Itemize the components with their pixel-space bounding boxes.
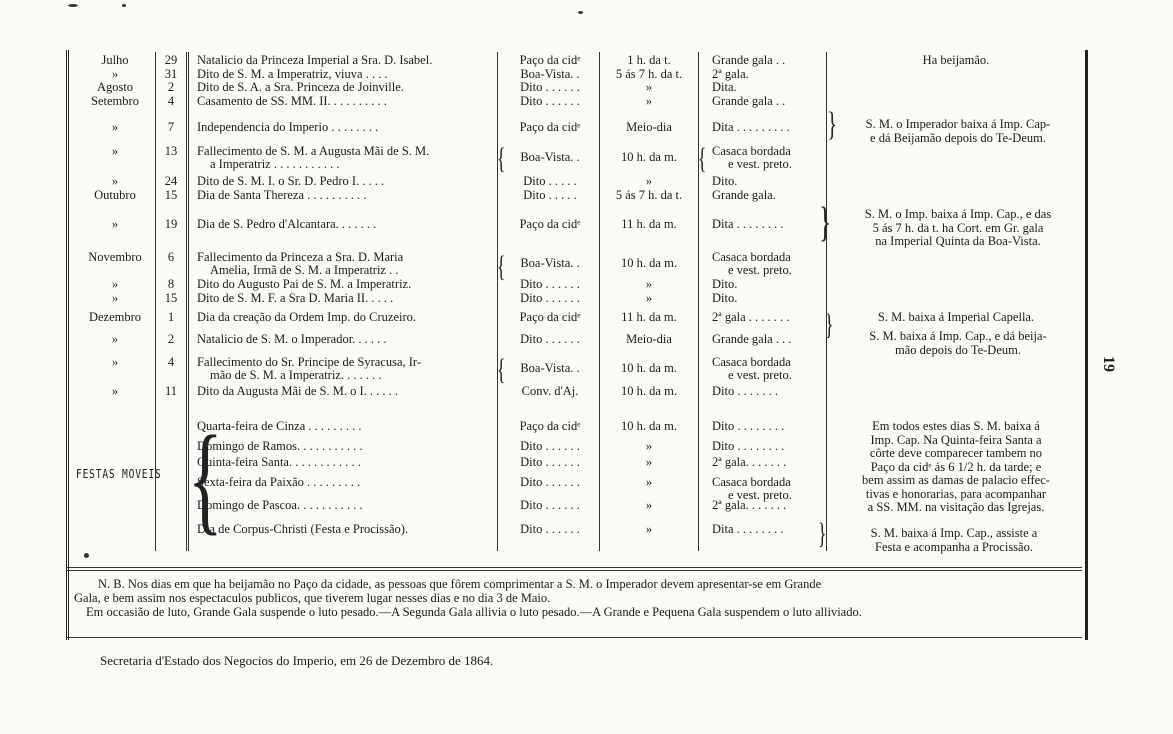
remark-line: Imp. Cap. Na Quinta-feira Santa a	[870, 432, 1042, 447]
dress-cell: Grande gala . .	[712, 94, 786, 108]
brace: {	[496, 353, 506, 386]
movable-feasts-label: FESTAS MOVEIS	[76, 467, 162, 481]
hour-cell: Meio-dia	[626, 332, 672, 346]
hour-cell: 10 h. da m.	[621, 419, 677, 433]
place-cell: Dito . . . . . .	[520, 439, 580, 453]
event-cell: Dito do Augusto Pai de S. M. a Imperatriz.	[197, 277, 412, 291]
dress-cell: Dita . . . . . . . .	[712, 217, 784, 231]
dress-cell: Dito.	[712, 277, 738, 291]
dress-cell: 2ª gala. . . . . . .	[712, 455, 787, 469]
month-cell: Outubro	[94, 188, 136, 202]
ink-speck	[68, 4, 78, 7]
nota-bene	[74, 577, 1074, 619]
remark-line: S. M. baixa á Imp. Cap., e dá beija-	[869, 329, 1047, 343]
ink-speck	[578, 11, 583, 14]
hour-cell: »	[645, 174, 653, 188]
ink-speck	[84, 553, 89, 558]
hour-cell: 10 h. da m.	[621, 361, 677, 375]
day-cell: 4	[167, 355, 175, 369]
remark-line: S. M. o Imperador baixa á Imp. Cap-	[865, 117, 1051, 131]
dress-cell: Grande gala . .	[712, 53, 786, 67]
ink-speck	[122, 4, 126, 7]
hour-cell: »	[645, 439, 653, 453]
day-cell: 7	[167, 120, 175, 134]
dress-cell: Casaca bordada	[712, 144, 791, 158]
place-cell: Dito . . . . . .	[520, 80, 580, 94]
brace: {	[496, 142, 506, 175]
dress-cell: Dito.	[712, 174, 738, 188]
event-cell-continued: a Imperatriz . . . . . . . . . . .	[210, 157, 340, 171]
month-cell: Agosto	[96, 80, 134, 94]
day-cell: 15	[164, 188, 178, 202]
month-cell: »	[111, 217, 119, 231]
place-cell: Dito . . . . . .	[520, 94, 580, 108]
day-cell: 2	[167, 80, 175, 94]
place-cell: Paço da cidᵉ	[519, 217, 581, 231]
event-cell: Dito de S. M. F. a Sra D. Maria II. . . . .	[197, 291, 394, 305]
hour-cell: 1 h. da t.	[627, 53, 671, 67]
day-cell: 11	[164, 384, 178, 398]
day-cell: 4	[167, 94, 175, 108]
month-cell: »	[111, 120, 119, 134]
remark-line: tivas e honorarias, para acompanhar	[865, 486, 1047, 501]
dress-cell-continued: e vest. preto.	[728, 263, 792, 277]
remark-line: na Imperial Quinta da Boa-Vista.	[875, 234, 1041, 248]
movable-event-cell: Quarta-feira de Cinza . . . . . . . . .	[197, 419, 362, 433]
dress-cell: Casaca bordada	[712, 355, 791, 369]
movable-event-cell: Quinta-feira Santa. . . . . . . . . . . .	[197, 455, 361, 469]
place-cell: Paço da cidᵉ	[519, 310, 581, 324]
brace: {	[496, 250, 506, 283]
day-cell: 1	[167, 310, 175, 324]
day-cell: 24	[164, 174, 178, 188]
nb-line: Em occasião de luto, Grande Gala suspende o luto pesado.—A Segunda Gala allivia o luto pesado.—A Grande e Pequena Gala suspendem o luto alliviado.	[86, 605, 862, 619]
place-cell: Paço da cidᵉ	[519, 120, 581, 134]
event-cell: Independencia do Imperio . . . . . . . .	[197, 120, 379, 134]
event-cell: Dia de Santa Thereza . . . . . . . . . .	[197, 188, 367, 202]
dress-cell: Dita . . . . . . . . .	[712, 120, 790, 134]
dress-cell: Dito.	[712, 291, 738, 305]
event-cell: Fallecimento da Princeza a Sra. D. Maria	[197, 250, 404, 264]
hour-cell: »	[645, 277, 653, 291]
event-cell-continued: Amelia, Irmã de S. M. a Imperatriz . .	[210, 263, 399, 277]
hour-cell: 5 ás 7 h. da t.	[615, 188, 683, 202]
remark-line: e dá Beijamão depois do Te-Deum.	[870, 130, 1046, 145]
place-cell: Boa-Vista. .	[520, 361, 580, 375]
day-cell: 15	[164, 291, 178, 305]
dress-cell: 2ª gala . . . . . . .	[712, 310, 790, 324]
event-cell: Dito da Augusta Mãi de S. M. o I. . . . . .	[197, 384, 399, 398]
dress-cell: Grande gala . . .	[712, 332, 792, 346]
event-cell: Casamento de SS. MM. II. . . . . . . . . .	[197, 94, 387, 108]
dress-cell: Dito . . . . . . . .	[712, 419, 785, 433]
movable-brace: {	[187, 411, 223, 546]
month-cell: »	[111, 384, 119, 398]
page-number: 19	[1100, 356, 1117, 372]
hour-cell: 10 h. da m.	[621, 256, 677, 270]
month-cell: »	[111, 174, 119, 188]
nb-line: Gala, e bem assim nos espectaculos publicos, que tiverem lugar nesses dias e no dia 3 de Maio.	[74, 591, 551, 605]
place-cell: Dito . . . . . .	[520, 498, 580, 512]
month-cell: »	[111, 332, 119, 346]
place-cell: Dito . . . . . .	[520, 277, 580, 291]
brace: }	[827, 106, 838, 143]
dress-cell: Dita . . . . . . . .	[712, 522, 784, 536]
event-cell: Dia da creação da Ordem Imp. do Cruzeiro.	[197, 310, 417, 324]
day-cell: 19	[164, 217, 178, 231]
place-cell: Dito . . . . . .	[520, 332, 580, 346]
event-cell: Dito de S. M. I. o Sr. D. Pedro I. . . . .	[197, 174, 385, 188]
hour-cell: »	[645, 498, 653, 512]
month-cell: »	[111, 144, 119, 158]
remark-line: Festa e acompanha a Procissão.	[875, 539, 1033, 554]
dress-cell: Casaca bordada	[712, 475, 791, 489]
footer-signature: Secretaria d'Estado dos Negocios do Imperio, em 26 de Dezembro de 1864.	[100, 653, 494, 668]
month-cell: Novembro	[88, 250, 142, 264]
dress-cell: Casaca bordada	[712, 250, 791, 264]
place-cell: Paço da cidᵉ	[519, 419, 581, 433]
remark-line: côrte deve comparecer tambem no	[869, 446, 1043, 460]
hour-cell: Meio-dia	[626, 120, 672, 134]
dress-cell-continued: e vest. preto.	[728, 368, 792, 382]
day-cell: 29	[164, 53, 178, 67]
hour-cell: »	[645, 522, 653, 536]
day-cell: 31	[164, 67, 178, 81]
brace: }	[824, 308, 834, 341]
month-cell: »	[111, 291, 119, 305]
note-cell: Ha beijamão.	[922, 53, 990, 67]
place-cell: Boa-Vista. .	[520, 150, 580, 164]
remark-line: Paço da cidᵉ ás 6 1/2 h. da tarde; e	[870, 459, 1042, 474]
month-cell: Dezembro	[88, 310, 142, 324]
day-cell: 8	[167, 277, 175, 291]
nb-line: N. B. Nos dias em que ha beijamão no Paço da cidade, as pessoas que fôrem comprimentar a S. M. o Imperador devem apresentar-se em Grande	[98, 577, 822, 591]
remark-line: Em todos estes dias S. M. baixa á	[872, 419, 1040, 433]
dress-cell: Dito . . . . . . . .	[712, 439, 785, 453]
hour-cell: »	[645, 94, 653, 108]
hour-cell: 11 h. da m.	[621, 217, 677, 231]
place-cell: Boa-Vista. .	[520, 67, 580, 81]
note-cell: S. M. baixa á Imperial Capella.	[877, 310, 1035, 324]
dress-cell: 2ª gala.	[712, 67, 749, 81]
brace: }	[817, 517, 827, 550]
remark-line: S. M. o Imp. baixa á Imp. Cap., e das	[864, 207, 1052, 221]
remark-line: S. M. baixa á Imp. Cap., assiste a	[870, 526, 1038, 540]
place-cell: Dito . . . . . .	[520, 455, 580, 469]
month-cell: Julho	[101, 53, 129, 67]
column-divider	[698, 52, 699, 551]
dress-cell: Dito . . . . . . .	[712, 384, 778, 398]
movable-event-cell: Sexta-feira da Paixão . . . . . . . . .	[197, 475, 361, 489]
day-cell: 2	[167, 332, 175, 346]
hour-cell: »	[645, 475, 653, 489]
hour-cell: »	[645, 291, 653, 305]
remark-line: mão depois do Te-Deum.	[895, 342, 1021, 357]
dress-cell: Grande gala.	[712, 188, 776, 202]
place-cell: Dito . . . . . .	[520, 291, 580, 305]
remark-line: bem assim as damas de palacio effec-	[862, 473, 1050, 487]
brace: {	[697, 142, 707, 175]
day-cell: 13	[164, 144, 178, 158]
hour-cell: »	[645, 455, 653, 469]
hour-cell: 10 h. da m.	[621, 150, 677, 164]
brace: }	[819, 200, 832, 246]
event-cell: Natalicio de S. M. o Imperador. . . . . .	[197, 332, 387, 346]
dress-cell-continued: e vest. preto.	[728, 157, 792, 171]
remark-line: 5 ás 7 h. da t. ha Cort. em Gr. gala	[872, 220, 1044, 235]
event-cell: Natalicio da Princeza Imperial a Sra. D. Isabel.	[197, 53, 433, 67]
place-cell: Conv. d'Aj.	[521, 384, 579, 398]
place-cell: Dito . . . . . .	[520, 522, 580, 536]
month-cell: »	[111, 355, 119, 369]
hour-cell: 10 h. da m.	[621, 384, 677, 398]
event-cell: Fallecimento de S. M. a Augusta Mãi de S. M.	[197, 144, 430, 158]
event-cell-continued: mão de S. M. a Imperatriz. . . . . . .	[210, 368, 382, 382]
month-cell: Setembro	[91, 94, 139, 108]
dress-cell-continued: e vest. preto.	[728, 488, 792, 502]
table-bottom-rule	[66, 567, 1082, 571]
month-cell: »	[111, 67, 119, 81]
event-cell: Fallecimento do Sr. Principe de Syracusa, Ir-	[197, 355, 421, 369]
remark-line: a SS. MM. na visitação das Igrejas.	[867, 500, 1045, 514]
place-cell: Paço da cidᵉ	[519, 53, 581, 67]
dress-cell: 2ª gala. . . . . . .	[712, 498, 787, 512]
day-cell: 6	[167, 250, 175, 264]
place-cell: Dito . . . . . .	[520, 475, 580, 489]
nb-bottom-rule	[66, 637, 1082, 638]
hour-cell: »	[645, 80, 653, 94]
place-cell: Dito . . . . .	[523, 188, 577, 202]
movable-event-cell: Dia de Corpus-Christi (Festa e Procissão).	[197, 522, 409, 536]
hour-cell: 11 h. da m.	[621, 310, 677, 324]
event-cell: Dito de S. A. a Sra. Princeza de Joinville.	[197, 80, 404, 94]
place-cell: Boa-Vista. .	[520, 256, 580, 270]
place-cell: Dito . . . . .	[523, 174, 577, 188]
event-cell: Dia de S. Pedro d'Alcantara. . . . . . .	[197, 217, 377, 231]
column-divider	[497, 52, 498, 551]
event-cell: Dito de S. M. a Imperatriz, viuva . . . .	[197, 67, 388, 81]
hour-cell: 5 ás 7 h. da t.	[615, 67, 683, 81]
movable-event-cell: Domingo de Pascoa. . . . . . . . . . .	[197, 498, 363, 512]
movable-event-cell: Domingo de Ramos. . . . . . . . . . .	[197, 439, 363, 453]
month-cell: »	[111, 277, 119, 291]
dress-cell: Dita.	[712, 80, 737, 94]
